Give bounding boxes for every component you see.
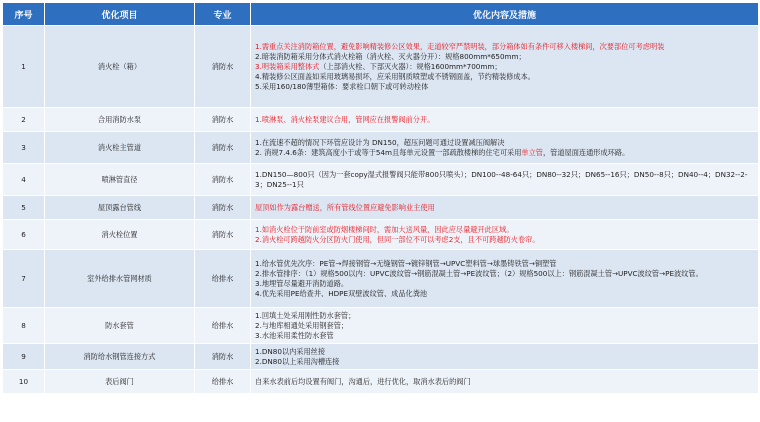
row-major: 消防水 (195, 196, 251, 220)
row-no: 5 (3, 196, 45, 220)
table-row (3, 344, 759, 370)
optimization-table (2, 2, 759, 394)
header-major: 专业 (195, 3, 251, 26)
table-row (3, 132, 759, 164)
content-line (255, 148, 754, 158)
table-body (3, 26, 759, 394)
highlighted-text: 2.消火栓可跨越防火分区防火门使用，但同一部位不可以考虑2支，且不可跨越防火卷帘。 (255, 234, 540, 244)
highlighted-text: 1.喷淋泵、消火栓泵建议合用，管网应在报警阀前分开。 (255, 114, 435, 124)
content-line (255, 357, 754, 367)
content-line (255, 42, 754, 52)
row-major: 消防水 (195, 220, 251, 250)
header-item: 优化项目 (45, 3, 195, 26)
content-text: 3.地埋管尽量避开消防道路。 (255, 278, 349, 288)
table-row (3, 108, 759, 132)
content-text: 4.优先采用PE给查井、HDPE双壁波纹管、成品化粪池 (255, 288, 428, 298)
row-content (251, 132, 759, 164)
row-no: 10 (3, 370, 45, 394)
content-line (255, 235, 754, 245)
row-item: 表后阀门 (45, 370, 195, 394)
row-major: 给排水 (195, 370, 251, 394)
highlighted-text: 单立管 (521, 147, 543, 157)
content-text: （上部消火栓、下部灭火器）：规格1600mm*700mm； (319, 61, 502, 71)
highlighted-text: 1.需重点关注消防箱位置，避免影响精装修公区效果，走道较窄严禁明装，部分箱体如有条件可移入楼梯间，次要部位可考虑明装 (255, 41, 665, 51)
highlighted-text: 1.如消火栓位于防前室或防烟楼梯间时，需加大送风量，因此应尽量避开此区域。 (255, 224, 514, 234)
content-line (255, 72, 754, 82)
header-no: 序号 (3, 3, 45, 26)
content-line (255, 377, 754, 387)
content-text: 1.DN80以内采用丝接 (255, 346, 326, 356)
row-content (251, 196, 759, 220)
highlighted-text: 屋顶如作为露台赠送，所有管线位置应避免影响业主使用 (255, 202, 435, 212)
content-line (255, 347, 754, 357)
row-major: 给排水 (195, 308, 251, 344)
table-row (3, 26, 759, 108)
content-line (255, 203, 754, 213)
row-item: 消火栓主管道 (45, 132, 195, 164)
table-row (3, 308, 759, 344)
row-major: 消防水 (195, 344, 251, 370)
row-major: 给排水 (195, 250, 251, 308)
row-content (251, 164, 759, 196)
content-text: 2.DN80以上采用沟槽连接 (255, 356, 340, 366)
row-content (251, 108, 759, 132)
row-no: 3 (3, 132, 45, 164)
content-line (255, 289, 754, 299)
content-line (255, 52, 754, 62)
content-text: 自来水表前后均设置有阀门，沟通后，进行优化，取消水表后的阀门 (255, 376, 471, 386)
header-row (3, 3, 759, 26)
row-no: 4 (3, 164, 45, 196)
row-content (251, 220, 759, 250)
table-row (3, 196, 759, 220)
row-item: 喷淋管直径 (45, 164, 195, 196)
row-content (251, 344, 759, 370)
content-line (255, 138, 754, 148)
content-text: 2.暗装消防箱采用分体式消火栓箱（消火栓、灭火器分开）：规格800mm*650mm； (255, 51, 526, 61)
row-content (251, 250, 759, 308)
row-major: 消防水 (195, 26, 251, 108)
content-line (255, 259, 754, 269)
content-line (255, 279, 754, 289)
content-text: 1.DN150—800只（因为一套copy湿式报警阀只能带800只喷头）；DN100--48-64只；DN80--32只；DN65--16只；DN50--8只；DN40--4；DN32--2-3；DN25--1只 (255, 169, 748, 189)
content-text: 3.水池采用柔性防水套管 (255, 330, 334, 340)
content-line (255, 321, 754, 331)
row-major: 消防水 (195, 108, 251, 132)
row-item: 合用消防水泵 (45, 108, 195, 132)
content-line (255, 62, 754, 72)
row-item: 防水套管 (45, 308, 195, 344)
header-content: 优化内容及措施 (251, 3, 759, 26)
table-row (3, 370, 759, 394)
content-line (255, 82, 754, 92)
content-line (255, 115, 754, 125)
content-line (255, 269, 754, 279)
content-text: 1.给水管优先次序：PE管→焊接钢管→无缝钢管→镀锌钢管→UPVC塑料管→球墨铸铁管→铜塑管 (255, 258, 557, 268)
content-line (255, 311, 754, 321)
content-line (255, 170, 754, 190)
row-no: 2 (3, 108, 45, 132)
table-row (3, 220, 759, 250)
row-major: 消防水 (195, 132, 251, 164)
row-major: 消防水 (195, 164, 251, 196)
row-no: 9 (3, 344, 45, 370)
content-text: ，管道屋面连通形成环路。 (542, 147, 630, 157)
content-text: 5.采用160/180薄型箱体：要求栓口朝下或可转动栓体 (255, 81, 429, 91)
table-row (3, 250, 759, 308)
row-item: 室外给排水管网材质 (45, 250, 195, 308)
table-row (3, 164, 759, 196)
row-no: 8 (3, 308, 45, 344)
row-item: 屋顶露台管线 (45, 196, 195, 220)
content-line (255, 331, 754, 341)
content-line (255, 225, 754, 235)
highlighted-text: 3.明装箱采用整体式 (255, 61, 320, 71)
content-text: 1.在流速不超的情况下环管应设计为 DN150，超压问题可通过设置减压阀解决 (255, 137, 505, 147)
row-no: 7 (3, 250, 45, 308)
row-no: 6 (3, 220, 45, 250)
row-no: 1 (3, 26, 45, 108)
content-text: 4.精装修公区面盖如采用玻璃易损坏，应采用钢质喷塑或不锈钢面盖，节约精装修成本。 (255, 71, 535, 81)
content-text: 2. 消规7.4.6条：建筑高度小于或等于54m且每单元设置一部疏散楼梯的住宅可采用 (255, 147, 522, 157)
row-content (251, 308, 759, 344)
row-item: 消防给水钢管连接方式 (45, 344, 195, 370)
row-item: 消火栓（箱） (45, 26, 195, 108)
row-content (251, 26, 759, 108)
content-text: 1.回填土处采用刚性防水套管； (255, 310, 356, 320)
row-content (251, 370, 759, 394)
content-text: 2.排水管排序：（1）规格500以内：UPVC波纹管→钢筋混凝土管→PE波纹管；（2）规格500以上：钢筋混凝土管→UPVC波纹管→PE波纹管。 (255, 268, 703, 278)
content-text: 2.与地库相通处采用钢套管； (255, 320, 349, 330)
row-item: 消火栓位置 (45, 220, 195, 250)
